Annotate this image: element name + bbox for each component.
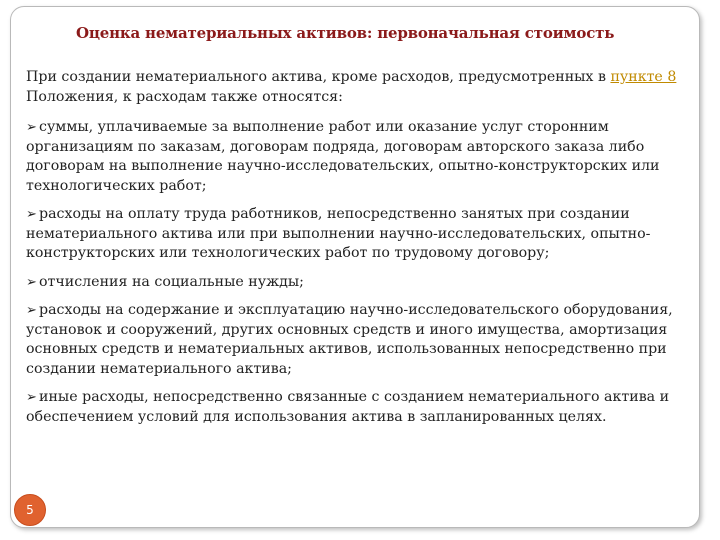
list-item <box>26 205 694 264</box>
page-number: 5 <box>26 503 34 517</box>
list-item <box>26 118 694 196</box>
list-item-text: отчисления на социальные нужды; <box>39 273 304 290</box>
page-number-badge <box>14 494 46 526</box>
list-item <box>26 273 694 293</box>
list-item-text: суммы, уплачиваемые за выполнение работ или оказание услуг сторонним организациям по заказам, договорам подряда, договорам авторского заказа либо договорам на выполнение научно-исследовательских, опытно-конструкторских или технологических работ; <box>26 119 660 194</box>
arrow-bullet-icon: ➢ <box>26 274 37 290</box>
page-title: Оценка нематериальных активов: первоначальная стоимость <box>76 24 615 42</box>
arrow-bullet-icon: ➢ <box>26 207 37 222</box>
arrow-bullet-icon: ➢ <box>26 390 37 405</box>
arrow-bullet-icon: ➢ <box>26 120 37 135</box>
arrow-bullet-icon: ➢ <box>26 303 37 318</box>
intro-paragraph <box>26 68 694 107</box>
list-item-text: расходы на оплату труда работников, непосредственно занятых при создании нематериального актива или при выполнении научно-исследовательских, опытно-конструкторских или технологических работ по трудовому договору; <box>26 206 651 261</box>
reference-link[interactable]: пункте 8 <box>610 69 677 85</box>
intro-text-end: Положения, к расходам также относятся: <box>26 88 343 105</box>
list-item <box>26 301 694 379</box>
body-text <box>26 68 694 436</box>
list-item-text: расходы на содержание и эксплуатацию научно-исследовательского оборудования, установок и сооружений, других основных средств и иного имущества, амортизация основных средств и нематериальных активов, использованных непосредственно при создании нематериального актива; <box>26 302 673 377</box>
list-item-text: иные расходы, непосредственно связанные с созданием нематериального актива и обеспечением условий для использования актива в запланированных целях. <box>26 389 670 425</box>
intro-text-start: При создании нематериального актива, кроме расходов, предусмотренных в <box>26 69 611 85</box>
list-item <box>26 388 694 427</box>
